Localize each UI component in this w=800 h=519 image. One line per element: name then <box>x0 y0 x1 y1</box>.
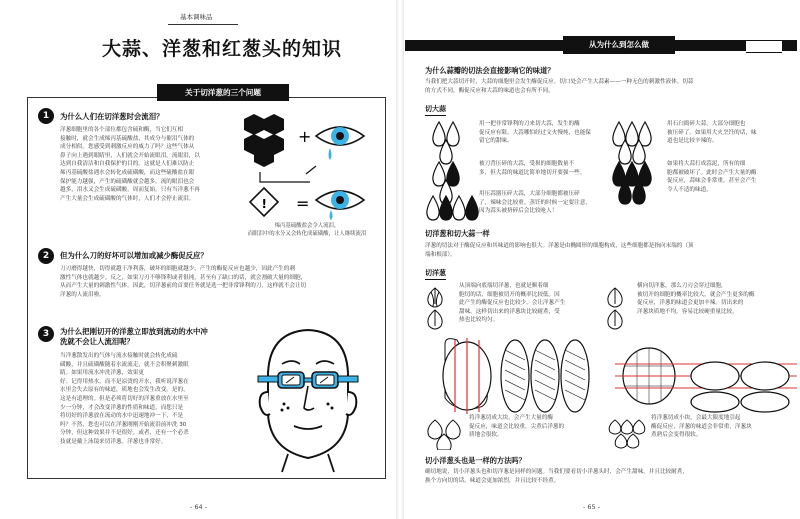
text-line: 洋葱细胞里的各个部位都包含硫和酶，当它们互相 <box>60 127 184 133</box>
title-line: 为什么把刚切开的洋葱立即放到流动的水中冲 <box>60 327 208 336</box>
text-line: 当洋葱散发出的气体与流水接触时就会转化成硫 <box>60 353 178 359</box>
text-line: 如果将大蒜打成蒜泥，所有的细 <box>667 161 746 167</box>
tear-cycle-diagram <box>240 112 376 220</box>
onion-cells-diagram <box>691 362 789 412</box>
text-line: 洋葱块质地不均，容易比较硬重量比较。 <box>637 308 738 315</box>
text-line: 将洋葱切成大块，会产生大量的酶 <box>469 415 553 421</box>
garlic-drop-icon <box>613 122 651 164</box>
question-2-body <box>60 265 378 299</box>
garlic-item-1 <box>479 120 607 146</box>
onion-intro-text <box>425 242 797 259</box>
text-line: 多，但大蒜的味道比简单地切开要强一些。 <box>479 169 586 176</box>
text-line: 了，辣味会比较重。蒸饪的时候一定要注意， <box>479 199 591 206</box>
text-line: 横向切洋葱，那么刀刃会穿过细胞， <box>637 283 727 289</box>
caption-line: 而眼泪中的水分又会转化成硫磺酸，让人继续流泪 <box>247 231 367 237</box>
molecule-icon <box>244 114 284 167</box>
question-3-body <box>60 352 238 447</box>
garlic-item-4 <box>667 160 795 194</box>
right-page <box>403 0 800 519</box>
text-line: 用一把非常锋利的刀来切大蒜，发生的酶 <box>479 121 580 127</box>
shallot-heading: 切小洋葱头也是一样的方法吗？ <box>425 456 526 465</box>
text-line: 鼻子向上遇到眼睛里，人们就会开始流眼泪。流眼泪，以 <box>60 152 200 159</box>
text-line: 激性气体也就越少。反之，如果刀刃不够锋利或者很钝，甚至有了缺口的话，就会割破大量的细胞， <box>60 274 307 281</box>
text-line: 成分相似。您感受到刺激反应的威力了吗？这些气体从 <box>60 144 195 151</box>
text-line: 吗？不然，您也可以在洋葱刚刚开始流泪前冲洗 30 <box>60 421 187 428</box>
text-line: 越多，泪水又会生成硫磺酸，周而复始。只有当洋葱不再 <box>60 187 200 194</box>
equals-sign: = <box>296 194 310 213</box>
text-line: 煮熟后会变得很软。 <box>651 432 702 439</box>
onion-icon <box>609 420 645 448</box>
text-line: 达到自我清洁和自我保护的目的。这就是人们难以防止 <box>60 161 195 168</box>
diagram-caption <box>232 222 382 238</box>
section-banner: 从为什么到怎么做 <box>563 36 675 54</box>
text-line: 刀刃磨得越快，切得就越干净利落，破坏的细胞就越少，产生的酶促反应也越少，因此产生的刺 <box>60 266 295 272</box>
onion-item-1 <box>459 282 589 325</box>
text-line: 道也是比较辛辣的。 <box>667 138 718 145</box>
page-number: - 64 - <box>190 503 208 511</box>
question-2-title: 但为什么刀的好坏可以增加或减少酶促反应？ <box>60 251 208 260</box>
svg-text:!: ! <box>261 197 267 211</box>
page-title: 大蒜、洋葱和红葱头的知识 <box>102 38 343 60</box>
crying-eye-icon <box>316 191 364 220</box>
text-line: 烯丙基硫酸盐遇水会转化成硫磺酸，而这些硫酸盐在眼 <box>60 169 195 176</box>
onion-item-2 <box>637 282 795 316</box>
question-1-body <box>60 126 235 203</box>
onion-intro-heading: 切洋葱和切大蒜一样 <box>425 229 490 238</box>
text-line: 好。记得用热水，而不是凉烫的开水，我听说洋葱在 <box>60 378 189 385</box>
text-line: 被切开的细胞的概率比较大，就会产生更多的酶 <box>637 291 755 298</box>
text-line: 被刀背压碎的大蒜，受损的细胞数量不 <box>479 161 575 167</box>
text-line: 将切好的洋葱放在流动的水中迅速地冲一下，不是 <box>60 413 184 420</box>
garlic-heading: 切大蒜 <box>425 104 446 116</box>
header-bar-end <box>746 40 782 53</box>
onion-icon <box>608 288 622 329</box>
text-line: 因为蒜头被挤碎后会比较呛人！ <box>479 208 558 215</box>
text-line: 被压碎了。如果用大火烹饪的话，味 <box>667 129 757 136</box>
title-line: 洗就不会让人流泪呢？ <box>60 337 134 346</box>
question-3-title <box>60 327 208 347</box>
question-number-2: 2 <box>38 248 54 264</box>
text-line: 从顶端向底端切洋葱，也就是顺着细 <box>459 283 549 289</box>
text-line: 酶促反应，洋葱的味道会非常重，洋葱块 <box>651 423 752 430</box>
text-line: 产生大量会生成硫磺酸的气体时，人们才会停止流泪。 <box>60 195 195 202</box>
text-line: 促反应，蒜味会非常重，甚至会产生 <box>667 178 757 185</box>
onion-icon <box>428 288 442 329</box>
onion-cells-diagram <box>501 340 589 412</box>
qa-banner: 关于切洋葱的三个问题 <box>157 84 289 101</box>
chapter-label: 基本调味品 <box>180 13 213 21</box>
garlic-item-3 <box>479 160 609 177</box>
text-line: 当我们把大蒜切开时，大蒜的细胞里会发生酶促反应。切口处会产生大蒜素——一种无色的刺激性液体。切蒜 <box>425 79 694 85</box>
onion-heading: 切洋葱 <box>425 268 446 280</box>
shallot-text <box>425 468 797 485</box>
text-line: 的方式不同，酶促反应和大蒜的味道也会有所不同。 <box>425 87 554 94</box>
face-with-goggles-illustration <box>238 322 378 474</box>
text-line: 分钟，但这种效果并不是很好。或者，还有一个必杀 <box>60 430 189 437</box>
text-line: 促反应有限。大蒜哪怕经过文火慢炖，也能保 <box>479 129 591 136</box>
text-line: 令人不适的味道。 <box>667 186 712 193</box>
text-line: 换个方向切的话，味道会更加浓烈，并且比较不经煮。 <box>425 477 560 484</box>
text-line: 用压蒜器压碎大蒜，大部分细胞都被压碎 <box>479 191 580 197</box>
onion-item-3 <box>469 414 593 440</box>
text-line: 磺酸，并且硫磺酸随着水流流走，就不会积聚刺激眼 <box>60 361 189 368</box>
text-line: 技就是戴上泳镜来切洋葱。洋葱也非常好。 <box>60 438 167 445</box>
section-question: 为什么蒜瓣的切法会直接影响它的味道？ <box>425 66 555 75</box>
crying-eye-icon <box>316 127 364 160</box>
garlic-drop-icon <box>433 122 459 164</box>
intro-text <box>425 78 797 95</box>
text-line: 促反应，洋葱的味道会更加辛辣。切出来的 <box>637 300 744 307</box>
text-line: 这是有道理的。但是必须将切好的洋葱重放在水里至 <box>60 395 189 402</box>
text-line: 胞切的话，细胞被切开的概率比较低。因 <box>459 291 560 298</box>
text-line: 促反应，味道会比较重，尖煮后洋葱的 <box>469 423 565 430</box>
text-line: 确切地说，切小洋葱头也和切洋葱是同样的问题。当我们要看切小洋葱头时，会产生甜味，并且比较耐煮， <box>425 469 688 475</box>
text-line: 少一分钟，才会改变洋葱的性质和味道。而您只是 <box>60 404 184 411</box>
warning-icon <box>250 188 278 216</box>
text-line: 保护能力越强，产生的硫磺酸就会越多，流的眼泪也会 <box>60 178 195 185</box>
garlic-item-5 <box>479 190 619 216</box>
text-line: 用石臼捣碎大蒜，大部分细胞也 <box>667 121 746 127</box>
text-line: 睛。如果用流水冲洗洋葱，效果更 <box>60 370 144 377</box>
text-line: 留它的甜味。 <box>479 138 513 145</box>
text-line: 热也比较均匀。 <box>459 317 499 324</box>
arrow-line <box>306 166 316 174</box>
text-line: 质地会很软。 <box>469 432 503 439</box>
question-number-1: 1 <box>38 108 54 124</box>
question-number-3: 3 <box>38 326 54 342</box>
chapter-divider <box>168 24 238 25</box>
text-line: 水里会失去原有的味道，质地也会发生改变。是的， <box>60 387 189 394</box>
text-line: 胞都被破坏了。此时会产生大量的酶 <box>667 169 757 176</box>
text-line: 端和根部）。 <box>425 251 456 258</box>
text-line: 洋葱的切法对于酶促反应和其味道的影响也很大。洋葱是由椭圆形的细胞构成，这些细胞都是指向末端的（顶 <box>425 243 694 249</box>
text-line: 接触时，就会生成烯丙基硫酸盐，其成分与催泪气体的 <box>60 135 195 142</box>
text-line: 从而产生大量的刺激性气体。因此，切洋葱前的首要任务就是选一把非常锋利的刀，这样就不会让切 <box>60 283 307 290</box>
text-line: 将洋葱切成小块，会最大限度地引起 <box>651 415 741 421</box>
arrow-line <box>260 172 310 182</box>
page-number: - 65 - <box>583 503 601 511</box>
onion-icon <box>428 420 460 450</box>
onion-item-4 <box>651 414 795 440</box>
plus-sign: + <box>298 127 312 146</box>
text-line: 此产生的酶促反应也比较少，会让洋葱产生 <box>459 300 566 307</box>
vertical-cut-diagram <box>443 338 491 414</box>
text-line: 甜味。这样切出来的洋葱块比较耐煮，受 <box>459 308 560 315</box>
caption-line: 烯丙基硫酸盐会令人流泪， <box>274 223 340 229</box>
text-line: 洋葱的人流泪啦。 <box>60 291 105 298</box>
question-1-title: 为什么人们在切洋葱时会流泪？ <box>60 112 164 121</box>
left-page <box>0 0 397 519</box>
garlic-item-2 <box>667 120 795 146</box>
garlic-drop-icon <box>427 196 478 220</box>
